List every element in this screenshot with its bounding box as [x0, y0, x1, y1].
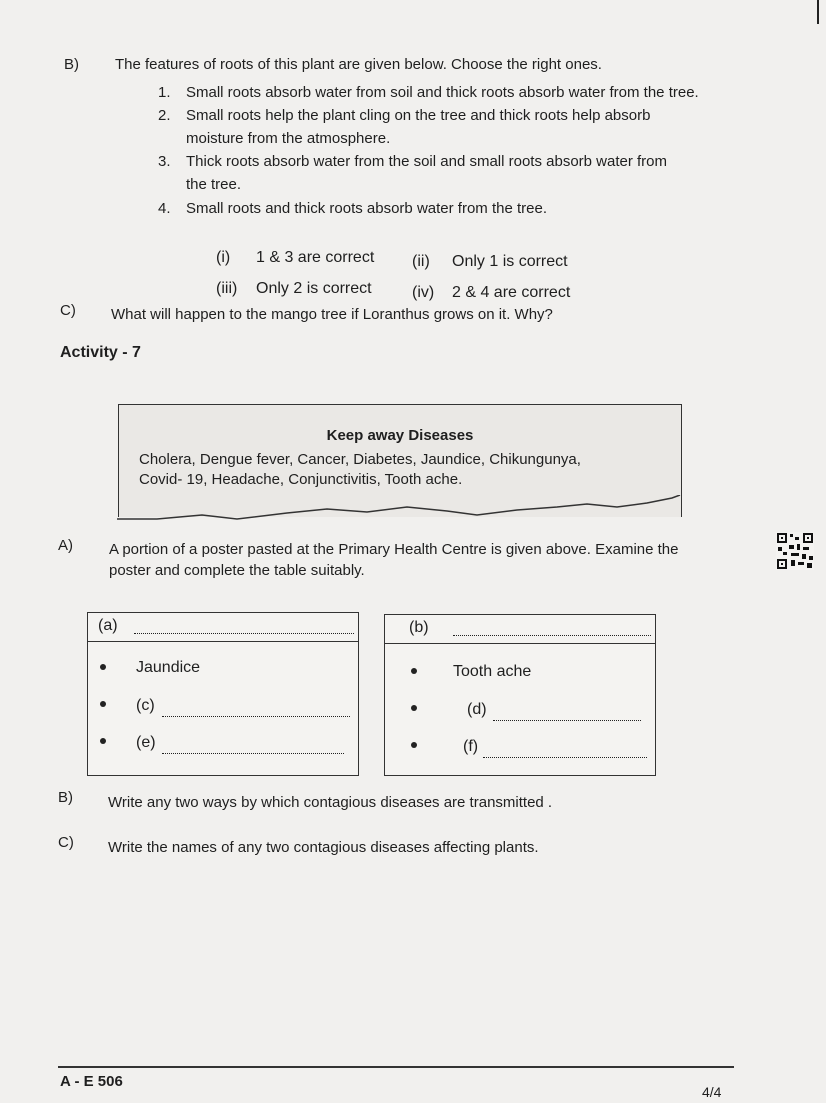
- item-3-text-cont: the tree.: [186, 176, 242, 193]
- blank-c-line[interactable]: [162, 704, 350, 717]
- blank-b-line[interactable]: [453, 623, 651, 636]
- question-c-text: Write the names of any two contagious diseases affecting plants.: [108, 839, 539, 856]
- blank-f-line[interactable]: [483, 745, 647, 758]
- item-1-number: 1.: [158, 84, 171, 101]
- bullet: [411, 705, 417, 711]
- blank-c-label: (c): [136, 697, 155, 714]
- table-left-row-1: Jaundice: [136, 659, 201, 676]
- footer-rule: [58, 1066, 734, 1068]
- option-iv-text: 2 & 4 are correct: [452, 284, 571, 301]
- blank-d-line[interactable]: [493, 708, 641, 721]
- item-2-text: Small roots help the plant cling on the tree and thick roots help absorb: [186, 107, 651, 124]
- poster-line-2: Covid- 19, Headache, Conjunctivitis, Tooth ache.: [139, 471, 463, 488]
- question-a-line-1: A portion of a poster pasted at the Primary Health Centre is given above. Examine the: [109, 541, 679, 558]
- item-2-number: 2.: [158, 107, 171, 124]
- blank-e-line[interactable]: [162, 741, 344, 754]
- option-i-text: 1 & 3 are correct: [256, 249, 375, 266]
- option-ii-text: Only 1 is correct: [452, 253, 568, 270]
- part-b-label: B): [64, 56, 79, 73]
- blank-a-label: (a): [98, 617, 118, 634]
- option-iii-number: (iii): [216, 280, 238, 297]
- torn-edge: [117, 495, 683, 521]
- bullet: [100, 738, 106, 744]
- part-c-label: C): [60, 302, 76, 319]
- activity-title: Activity - 7: [60, 344, 141, 361]
- poster: [118, 404, 682, 517]
- paper-code: A - E 506: [60, 1073, 123, 1090]
- table-right-header: [385, 615, 655, 644]
- part-b-question: The features of roots of this plant are given below. Choose the right ones.: [115, 56, 602, 73]
- item-4-number: 4.: [158, 200, 171, 217]
- table-left-header: [88, 613, 358, 642]
- page-number: 4/4: [702, 1084, 722, 1100]
- question-c-label: C): [58, 834, 74, 851]
- blank-d-label: (d): [467, 701, 487, 718]
- bullet: [100, 664, 106, 670]
- bullet: [411, 668, 417, 674]
- question-a-line-2: poster and complete the table suitably.: [109, 562, 365, 579]
- bullet: [100, 701, 106, 707]
- question-b-label: B): [58, 789, 73, 806]
- option-iv-number: (iv): [412, 284, 435, 301]
- table-right-row-1: Tooth ache: [453, 663, 532, 680]
- bullet: [411, 742, 417, 748]
- qr-code-icon: [776, 532, 814, 570]
- blank-e-label: (e): [136, 734, 156, 751]
- blank-b-label: (b): [409, 619, 429, 636]
- question-a-label: A): [58, 537, 73, 554]
- option-i-number: (i): [216, 249, 231, 266]
- margin-mark: [817, 0, 819, 24]
- option-iii-text: Only 2 is correct: [256, 280, 372, 297]
- part-c-question: What will happen to the mango tree if Loranthus grows on it. Why?: [111, 306, 553, 323]
- item-2-text-cont: moisture from the atmosphere.: [186, 130, 391, 147]
- poster-heading: Keep away Diseases: [326, 427, 474, 444]
- option-ii-number: (ii): [412, 253, 430, 270]
- question-b-text: Write any two ways by which contagious diseases are transmitted .: [108, 794, 553, 811]
- item-4-text: Small roots and thick roots absorb water from the tree.: [186, 200, 547, 217]
- item-3-text: Thick roots absorb water from the soil and small roots absorb water from: [186, 153, 668, 170]
- poster-line-1: Cholera, Dengue fever, Cancer, Diabetes, Jaundice, Chikungunya,: [139, 451, 581, 468]
- table-left: [87, 612, 359, 776]
- table-right: [384, 614, 656, 776]
- blank-f-label: (f): [463, 738, 479, 755]
- blank-a-line[interactable]: [134, 621, 354, 634]
- item-1-text: Small roots absorb water from soil and thick roots absorb water from the tree.: [186, 84, 699, 101]
- item-3-number: 3.: [158, 153, 171, 170]
